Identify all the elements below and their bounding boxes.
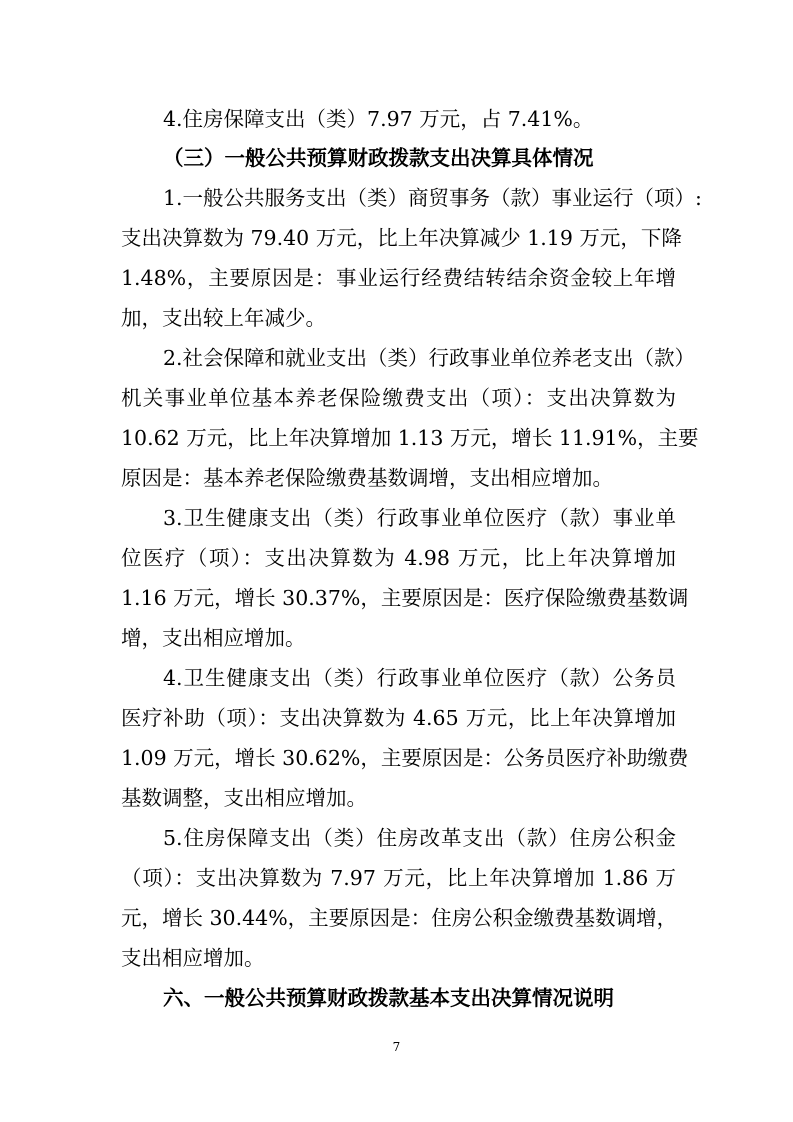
- paragraph-line: 元，增长 30.44%，主要原因是：住房公积金缴费基数调增，: [121, 906, 678, 930]
- page-number: 7: [392, 1040, 401, 1054]
- paragraph-line: 基数调整，支出相应增加。: [121, 786, 367, 810]
- paragraph-line: 1.09 万元，增长 30.62%，主要原因是：公务员医疗补助缴费: [121, 746, 689, 770]
- paragraph-line: 1.16 万元，增长 30.37%，主要原因是：医疗保险缴费基数调: [121, 586, 689, 610]
- section-heading: （三）一般公共预算财政拨款支出决算具体情况: [163, 146, 594, 170]
- paragraph-line: 4.卫生健康支出（类）行政事业单位医疗（款）公务员: [163, 666, 676, 690]
- paragraph-line: 2.社会保障和就业支出（类）行政事业单位养老支出（款）: [163, 346, 696, 370]
- paragraph-line: （项）：支出决算数为 7.97 万元，比上年决算增加 1.86 万: [121, 866, 676, 890]
- paragraph-line: 机关事业单位基本养老保险缴费支出（项）：支出决算数为: [121, 386, 676, 410]
- intro-line: 4.住房保障支出（类）7.97 万元，占 7.41%。: [163, 107, 594, 131]
- paragraph-line: 医疗补助（项）：支出决算数为 4.65 万元，比上年决算增加: [121, 706, 676, 730]
- paragraph-line: 原因是：基本养老保险缴费基数调增，支出相应增加。: [121, 466, 613, 490]
- paragraph-line: 加，支出较上年减少。: [121, 306, 326, 330]
- paragraph-line: 1.一般公共服务支出（类）商贸事务（款）事业运行（项）:: [163, 186, 702, 210]
- paragraph-line: 位医疗（项）：支出决算数为 4.98 万元，比上年决算增加: [121, 546, 676, 570]
- paragraph-line: 增，支出相应增加。: [121, 626, 306, 650]
- paragraph-line: 支出相应增加。: [121, 946, 265, 970]
- paragraph-line: 3.卫生健康支出（类）行政事业单位医疗（款）事业单: [163, 506, 676, 530]
- paragraph-line: 1.48%，主要原因是：事业运行经费结转结余资金较上年增: [121, 266, 676, 290]
- paragraph-line: 10.62 万元，比上年决算增加 1.13 万元，增长 11.91%，主要: [121, 426, 699, 450]
- next-section-heading: 六、一般公共预算财政拨款基本支出决算情况说明: [163, 986, 614, 1010]
- paragraph-line: 支出决算数为 79.40 万元，比上年决算减少 1.19 万元，下降: [121, 226, 682, 250]
- paragraph-line: 5.住房保障支出（类）住房改革支出（款）住房公积金: [163, 826, 676, 850]
